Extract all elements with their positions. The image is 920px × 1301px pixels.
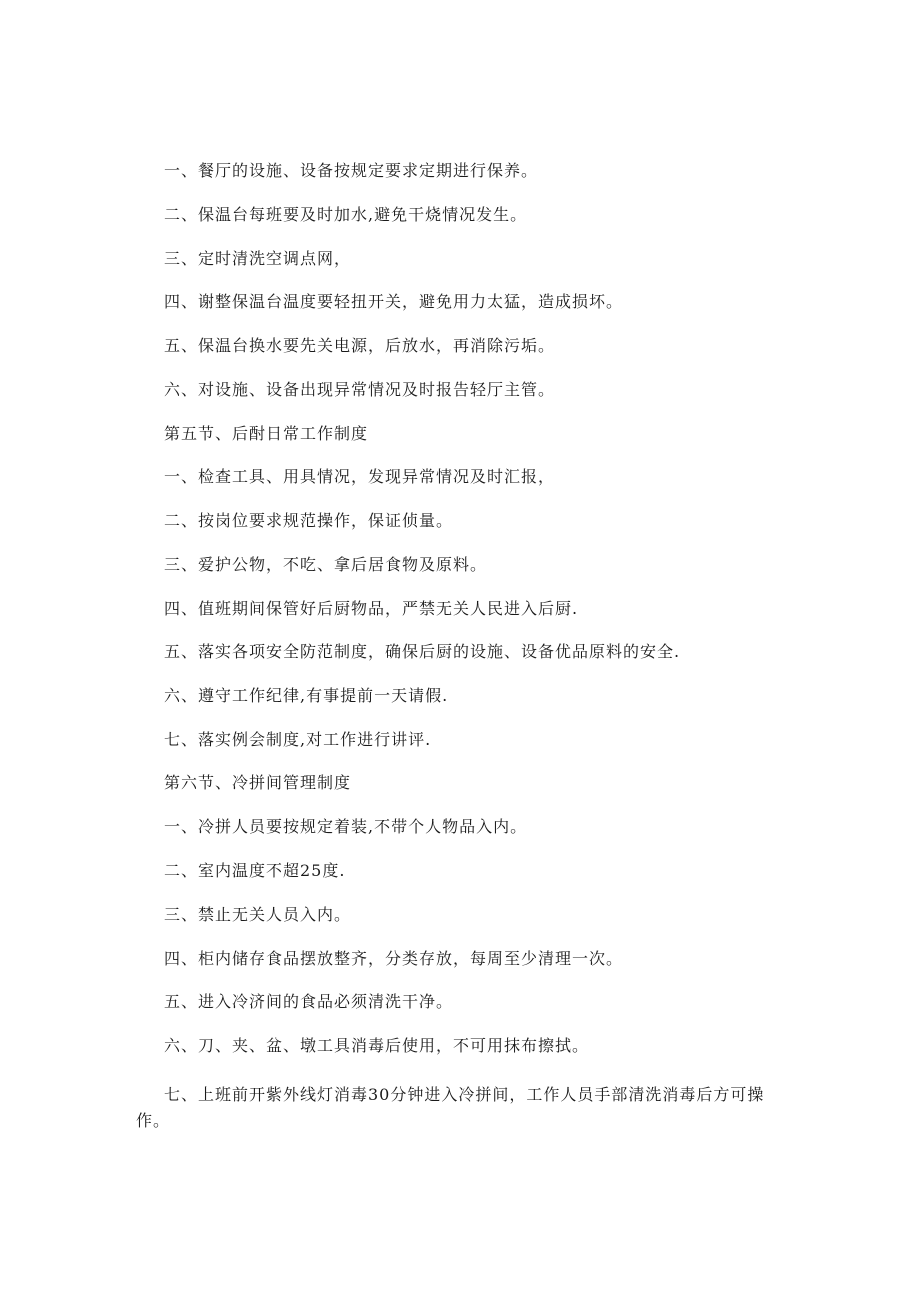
text-line: 三、禁止无关人员入内。 <box>164 905 352 924</box>
text-line: 二、保温台每班要及时加水,避免干烧情况发生。 <box>164 205 528 224</box>
text-line: 二、室内温度不超25度. <box>164 861 346 880</box>
text-line: 七、落实例会制度,对工作进行讲评. <box>164 730 432 749</box>
text-line: 六、遵守工作纪律,有事提前一天请假. <box>164 686 449 705</box>
section-heading: 第六节、冷拼间管理制度 <box>164 773 352 792</box>
text-line: 一、餐厅的设施、设备按规定要求定期进行保养。 <box>164 161 539 180</box>
text-line: 四、谢整保温台温度要轻扭开关，避免用力太猛，造成损坏。 <box>164 292 624 311</box>
section-heading: 第五节、后酎日常工作制度 <box>164 424 369 443</box>
text-line: 二、按岗位要求规范操作，保证侦量。 <box>164 511 454 530</box>
text-line: 六、刀、夹、盆、墩工具消毒后使用，不可用抹布擦拭。 <box>164 1036 590 1055</box>
text-line: 一、冷拼人员要按规定着装,不带个人物品入内。 <box>164 817 528 836</box>
text-line: 五、进入冷济间的食品必须清洗干净。 <box>164 992 454 1011</box>
text-line: 六、对设施、设备出现异常情况及时报告轻厅主管。 <box>164 380 556 399</box>
text-line: 三、爱护公物，不吃、拿后居食物及原料。 <box>164 555 488 574</box>
text-line: 四、柜内储存食品摆放整齐，分类存放，每周至少清理一次。 <box>164 949 624 968</box>
text-line: 五、落实各项安全防范制度，确保后厨的设施、设备优品原料的安全. <box>164 642 681 661</box>
text-paragraph: 七、上班前开紫外线灯消毒30分钟进入冷拼间，工作人员手部清洗消毒后方可操作。 <box>136 1085 765 1130</box>
text-line: 五、保温台换水要先关电源，后放水，再消除污垢。 <box>164 336 556 355</box>
text-line: 四、值班期间保管好后厨物品，严禁无关人民进入后厨. <box>164 599 579 618</box>
text-line: 一、检查工具、用具情况，发现异常情况及时汇报， <box>164 467 556 486</box>
text-line: 三、定时清洗空调点网， <box>164 249 352 268</box>
